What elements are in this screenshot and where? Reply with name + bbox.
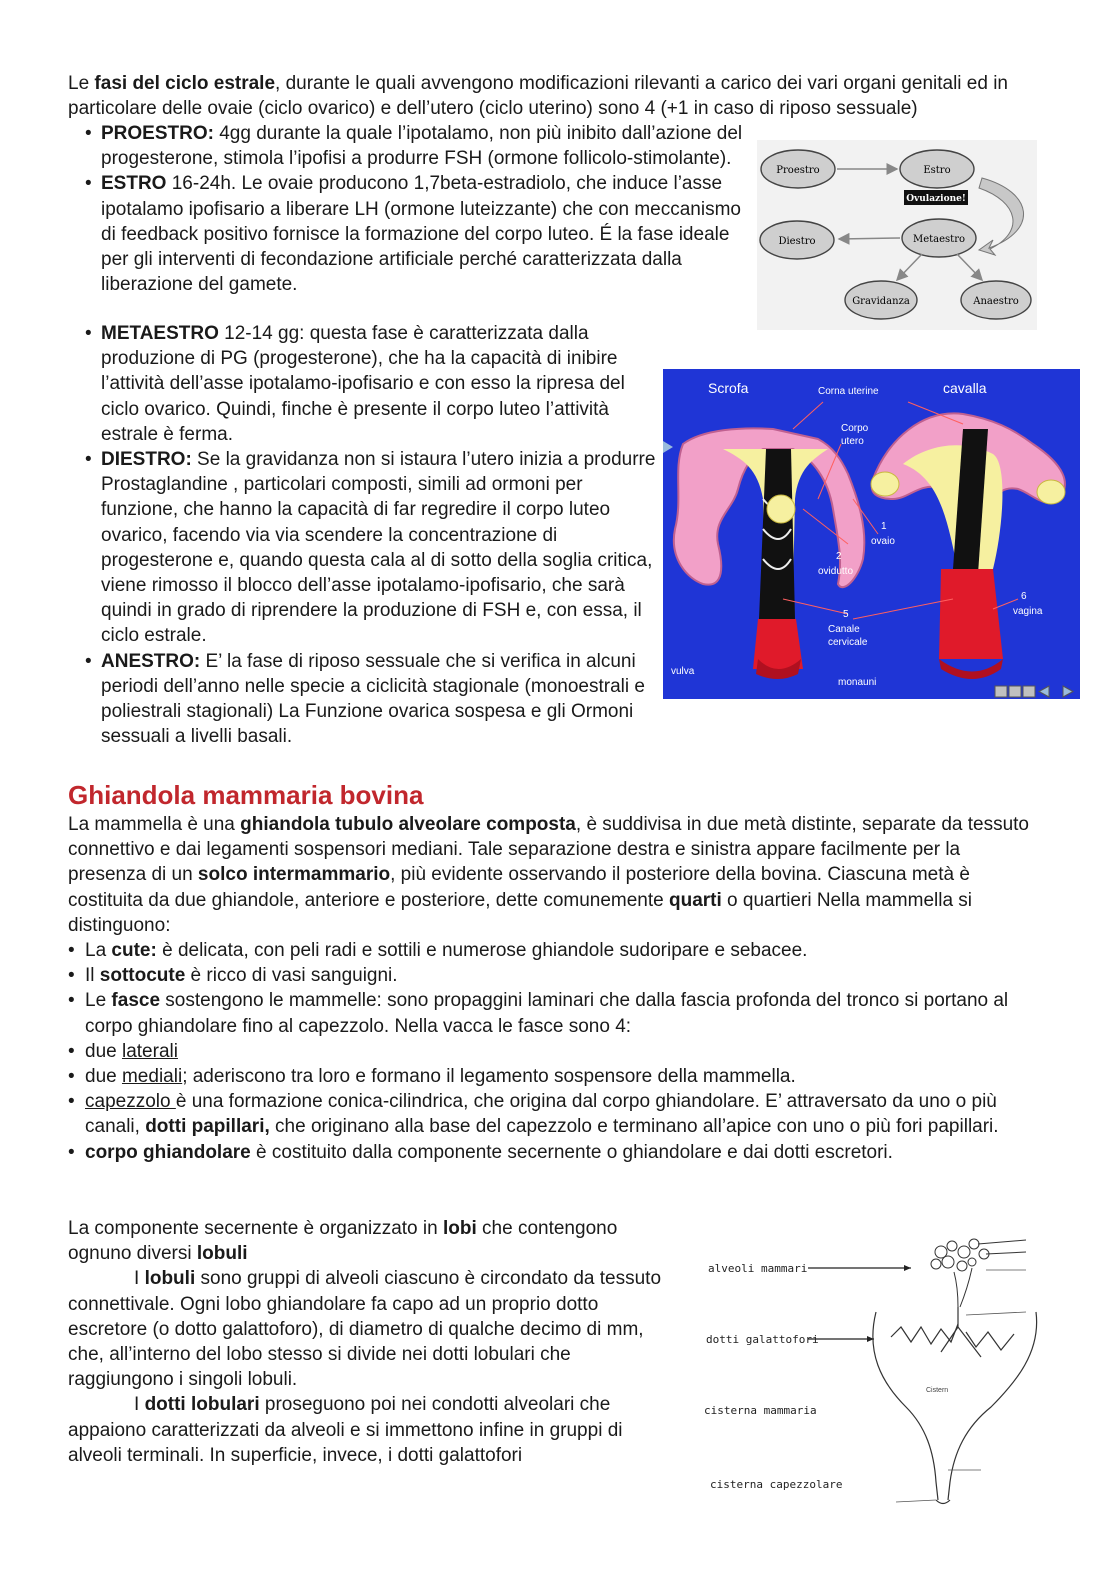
- section-title: Ghiandola mammaria bovina: [68, 780, 424, 810]
- mammary-intro-paragraph: La mammella è una ghiandola tubulo alveolare composta, è suddivisa in due metà distinte, separate da tessuto connettivo e dai legamenti sospensori mediani. Tale separazione destra e sinistra appare facilmente per la presenza di un solco intermammario, più evidente osservando il posteriore della bovina. Ciascuna metà è costituita da due ghiandole, anteriore e posteriore, dette comunemente quarti o quartieri Nella mammella si distinguono:: [68, 814, 1029, 936]
- phase-anestro: • ANESTRO: E’ la fase di riposo sessuale che si verifica in alcuni periodi dell’anno nelle specie a ciclicità stagionale (monoestrali e poliestrali stagionali) La Funzione ovarica sospesa e gli Ormoni sessuali a livelli basali.: [68, 649, 658, 750]
- label-cisterna-capezzolare: cisterna capezzolare: [710, 1478, 843, 1491]
- label-utero: utero: [841, 436, 864, 447]
- item-capezzolo: • capezzolo è una formazione conica-cilindrica, che origina dal corpo ghiandolare. E’ attraversato da uno o più canali, dotti papillari, che originano alla base del capezzolo e terminano all’apice con uno o più fori papillari.: [68, 1089, 1043, 1139]
- phase-metaestro: • METAESTRO 12-14 gg: questa fase è caratterizzata dalla produzione di PG (progesterone), che ha la capacità di inibire l’attività dell’asse ipotalamo-ipofisario e con esso la ripresa del ciclo ovarico. Quindi, finche è presente il corpo luteo l’attività estrale è ferma.: [68, 321, 658, 447]
- label-ovulazione: Ovulazione!: [906, 194, 966, 204]
- intro-paragraph: Le fasi del ciclo estrale, durante le quali avvengono modificazioni rilevanti a carico dei vari organi genitali ed in particolare delle ovaie (ciclo ovarico) e dell’utero (ciclo uterino) sono 4 (+1 in caso di riposo sessuale): [68, 73, 1008, 120]
- label-corpo: Corpo: [841, 423, 869, 434]
- label-anaestro: Anaestro: [973, 296, 1019, 307]
- item-fasce: • Le fasce sostengono le mammelle: sono propaggini laminari che dalla fascia profonda del tronco si portano al corpo ghiandolare fino al capezzolo. Nella vacca le fasce sono 4:: [68, 988, 1043, 1038]
- label-n1: 1: [881, 521, 887, 532]
- label-ovaio: ovaio: [871, 536, 895, 547]
- phases-list-lower: [68, 321, 658, 749]
- label-cisterna-mammaria: cisterna mammaria: [704, 1404, 817, 1417]
- label-n2: 2: [836, 551, 842, 562]
- item-sottocute: • Il sottocute è ricco di vasi sanguigni.: [68, 963, 1043, 988]
- estrous-cycle-diagram: [757, 140, 1037, 330]
- item-mediali: • due mediali; aderiscono tra loro e formano il legamento sospensore della mammella.: [68, 1064, 1043, 1089]
- label-diestro: Diestro: [778, 236, 816, 247]
- help-icon: [1009, 686, 1021, 697]
- uterus-comparison-figure: [663, 369, 1080, 699]
- mammary-gland-diagram: [696, 1232, 1056, 1512]
- ducts-paragraph: I dotti lobulari proseguono poi nei condotti alveolari che appaiono caratterizzati da alveoli e si immettono infine in gruppi di alveoli terminali. In superficie, invece, i dotti galattofori: [68, 1394, 623, 1466]
- mare-ovary-right: [1037, 480, 1065, 504]
- label-metaestro: Metaestro: [912, 234, 966, 245]
- label-n5: 5: [843, 609, 849, 620]
- phase-estro: • ESTRO 16-24h. Le ovaie producono 1,7beta-estradiolo, che induce l’asse ipotalamo ipofisario a liberare LH (ormone luteizzante) che con meccanismo di feedback positivo fornisce la formazione del corpo luteo. É la fase ideale per gli interventi di fecondazione artificiale perché caratterizzata dalla liberazione del gamete.: [68, 171, 743, 297]
- sow-ovary: [767, 495, 795, 523]
- home-icon: [995, 686, 1007, 697]
- label-vagina: vagina: [1013, 606, 1043, 617]
- label-monauni: monauni: [838, 677, 877, 688]
- return-icon: [1023, 686, 1035, 697]
- mare-vagina: [939, 569, 1003, 659]
- phases-list: [68, 121, 743, 297]
- label-cervicale: cervicale: [828, 637, 868, 648]
- label-proestro: Proestro: [776, 165, 820, 176]
- label-dotti-galattofori: dotti galattofori: [706, 1333, 819, 1346]
- label-cavalla: cavalla: [943, 380, 987, 396]
- label-estro: Estro: [923, 165, 951, 176]
- lobules-paragraph: I lobuli sono gruppi di alveoli ciascuno è circondato da tessuto connettivale. Ogni lobo ghiandolare fa capo ad un proprio dotto escretore (o dotto galattoforo), di diametro di qualche decimo di mm, che, all’interno del lobo stesso si divide nei dotti lobulari che raggiungono i singoli lobuli.: [68, 1268, 662, 1391]
- lobes-paragraph: La componente secernente è organizzato in lobi che contengono ognuno diversi lobuli: [68, 1218, 618, 1265]
- label-corna-uterine: Corna uterine: [818, 386, 879, 397]
- label-cistern-small: Cistern: [926, 1387, 949, 1394]
- mammary-components-list: [68, 938, 1043, 1165]
- label-scrofa: Scrofa: [708, 380, 749, 396]
- mare-ovary-left: [871, 472, 899, 496]
- label-gravidanza: Gravidanza: [852, 296, 910, 307]
- item-laterali: • due laterali: [68, 1039, 1043, 1064]
- label-ovidutto: ovidutto: [818, 566, 854, 577]
- lobes-text: [68, 1216, 668, 1468]
- label-alveoli-mammari: alveoli mammari: [708, 1262, 808, 1275]
- label-vulva: vulva: [671, 666, 695, 677]
- label-canale: Canale: [828, 624, 860, 635]
- item-corpo-ghiandolare: • corpo ghiandolare è costituito dalla componente secernente o ghiandolare e dai dotti escretori.: [68, 1140, 1043, 1165]
- arrow-metaestro-diestro: [839, 238, 900, 239]
- item-cute: • La cute: è delicata, con peli radi e sottili e numerose ghiandole sudoripare e sebacee.: [68, 938, 1043, 963]
- label-n6: 6: [1021, 591, 1027, 602]
- phase-proestro: • PROESTRO: 4gg durante la quale l’ipotalamo, non più inibito dall’azione del progesterone, stimola l’ipofisi a produrre FSH (ormone follicolo-stimolante).: [68, 121, 743, 171]
- phase-diestro: • DIESTRO: Se la gravidanza non si istaura l’utero inizia a produrre Prostaglandine , particolari composti, simili ad ormoni per funzione, che hanno la capacità di far regredire il corpo luteo ovarico, facendo via via scendere la concentrazione di progesterone e, quando questa cala al di sotto della soglia critica, viene rimosso il blocco dell’asse ipotalamo-ipofisario, che sarà quindi in grado di riprendere la produzione di FSH e, con essa, il ciclo estrale.: [68, 447, 658, 649]
